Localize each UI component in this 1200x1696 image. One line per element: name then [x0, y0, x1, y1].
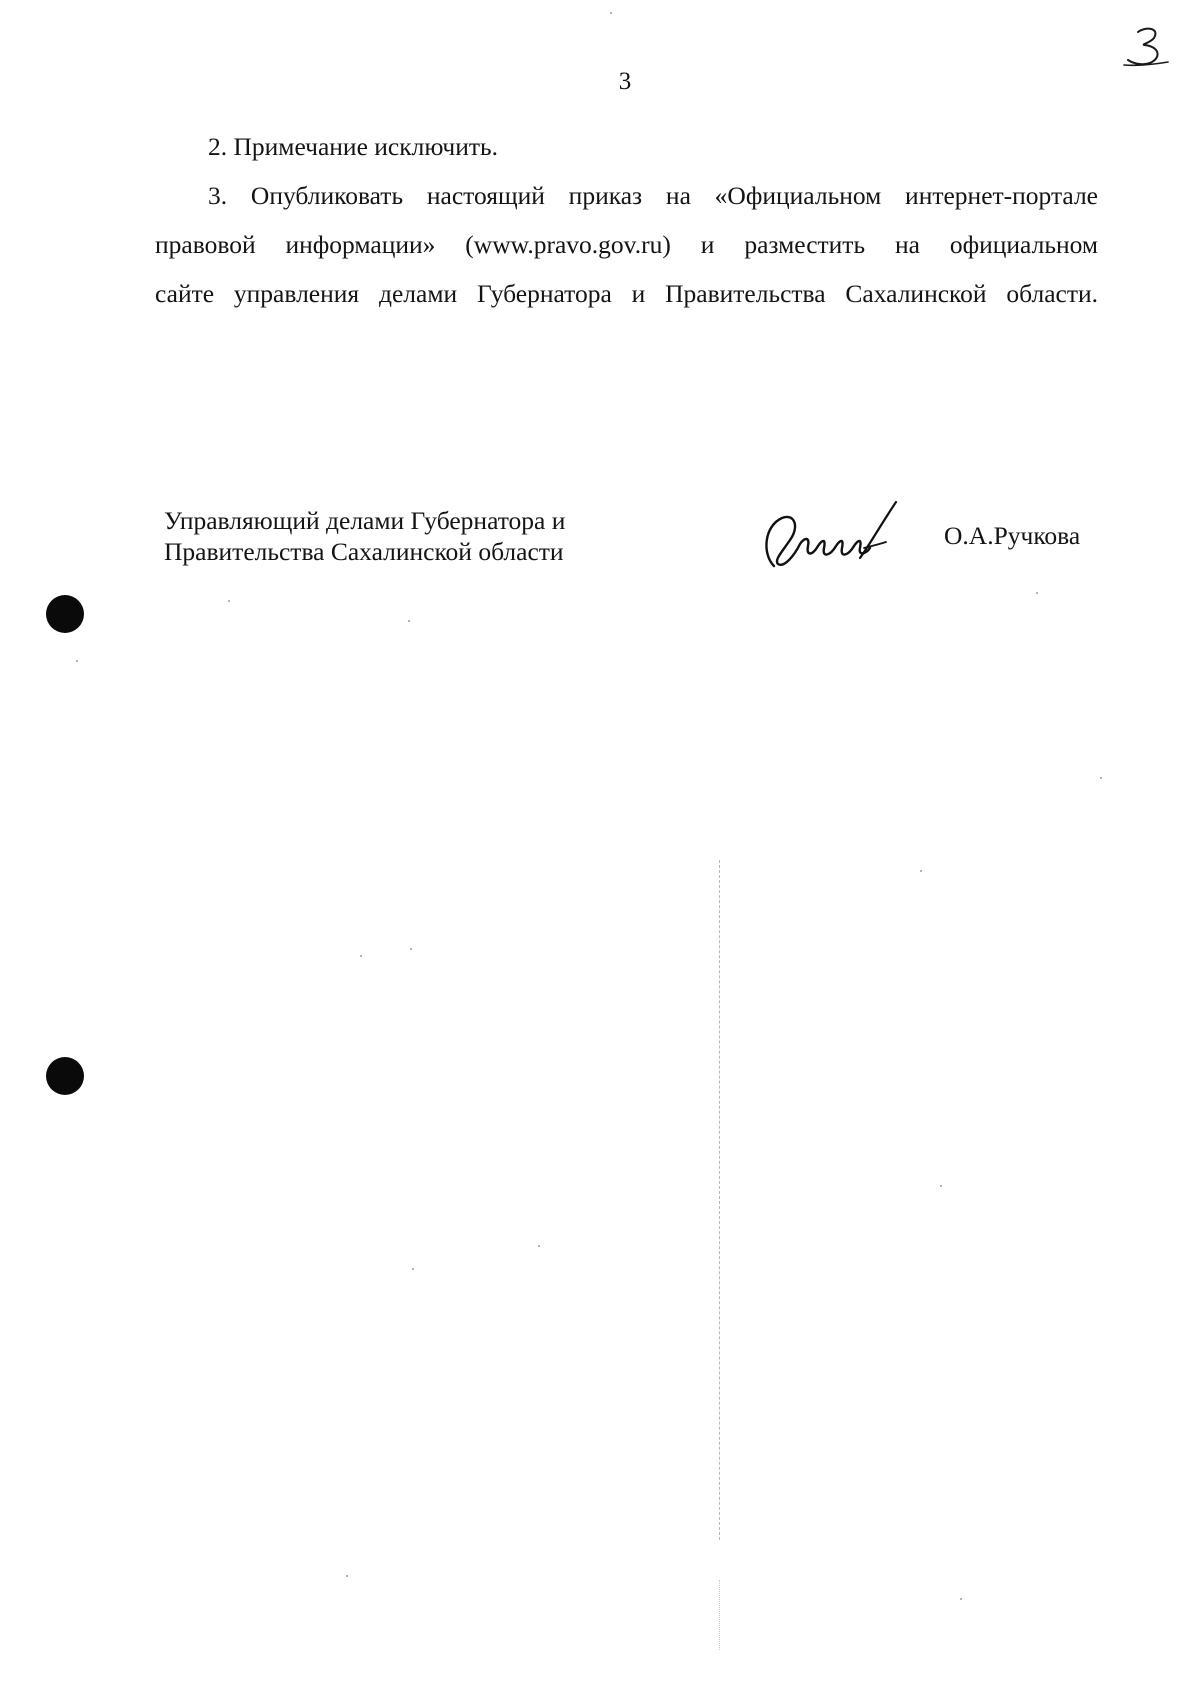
- scan-speck: [960, 1598, 962, 1600]
- scan-speck: [940, 1185, 942, 1187]
- scan-speck: [1100, 777, 1102, 779]
- scan-artifact-line: [719, 1580, 720, 1650]
- signatory-title-line: Управляющий делами Губернатора и: [164, 506, 566, 535]
- paragraph-item-3: [155, 171, 1098, 318]
- scan-speck: [1036, 592, 1038, 594]
- scan-speck: [412, 1268, 414, 1270]
- signatory-title-line: Правительства Сахалинской области: [164, 537, 564, 566]
- signature-icon: [760, 496, 915, 576]
- paragraph-item-2: 2. Примечание исключить.: [208, 132, 499, 161]
- paragraph-line: сайте управления делами Губернатора и Правительства Сахалинской области.: [155, 279, 1098, 308]
- scan-speck: [538, 1245, 540, 1247]
- signatory-title: [164, 505, 565, 567]
- handwritten-page-number-icon: [1118, 22, 1178, 72]
- scan-speck: [76, 660, 78, 662]
- punch-hole: [46, 595, 84, 633]
- scan-speck: [410, 948, 412, 950]
- paragraph-line: правовой информации» (www.pravo.gov.ru) и разместить на официальном: [155, 230, 1098, 259]
- page-number: 3: [618, 68, 632, 95]
- scan-speck: [920, 870, 922, 872]
- scan-speck: [408, 620, 410, 622]
- punch-hole: [46, 1057, 84, 1095]
- signer-name: О.А.Ручкова: [944, 521, 1081, 550]
- scan-speck: [360, 955, 362, 957]
- scan-speck: [346, 1575, 348, 1577]
- scan-speck: [228, 600, 230, 602]
- scan-speck: [610, 12, 612, 14]
- paragraph-line: 3. Опубликовать настоящий приказ на «Официальном интернет-портале: [208, 181, 1098, 210]
- scan-artifact-line: [719, 860, 720, 1540]
